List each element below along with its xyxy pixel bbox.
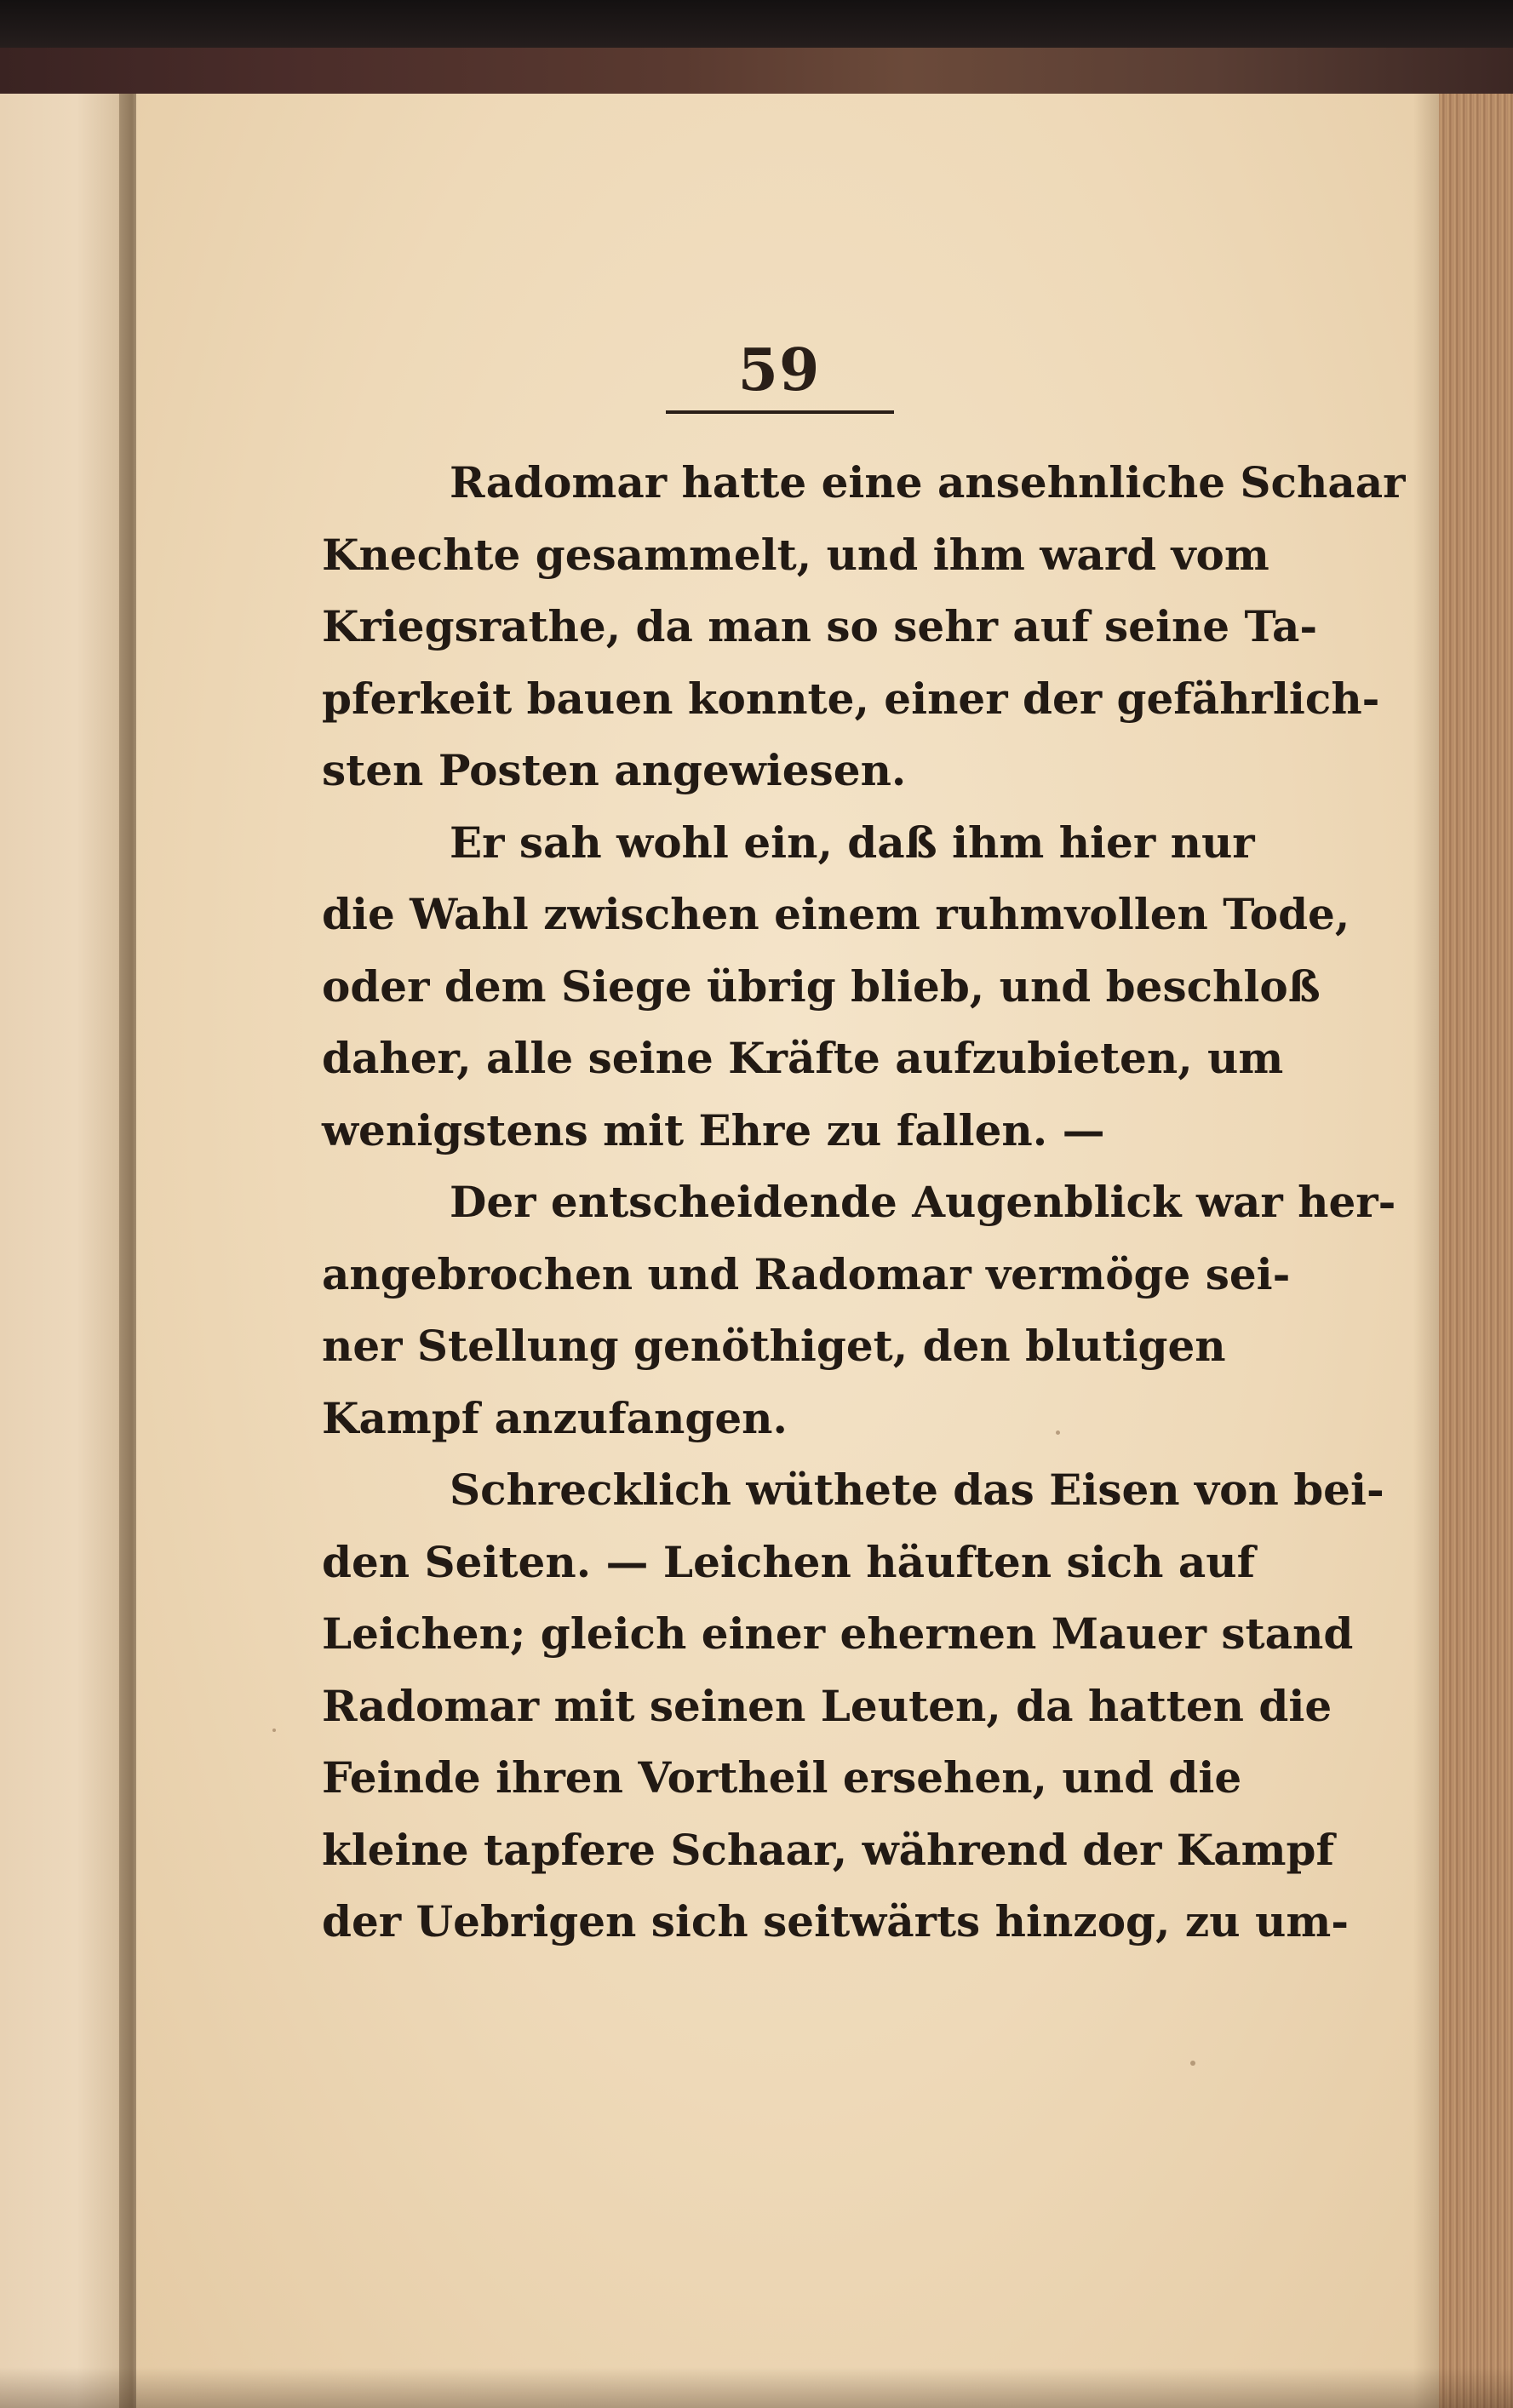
text-line: kleine tapfere Schaar, während der Kampf bbox=[322, 1824, 1334, 1875]
text-line: sten Posten angewiesen. bbox=[322, 745, 907, 795]
text-line: Radomar mit seinen Leuten, da hatten die bbox=[322, 1680, 1332, 1731]
text-line: pferkeit bauen konnte, einer der gefährlich- bbox=[322, 673, 1380, 724]
text-line: Der entscheidende Augenblick war her- bbox=[450, 1177, 1396, 1227]
book-binding bbox=[0, 48, 1513, 100]
page-number-rule bbox=[666, 410, 894, 414]
text-line: Feinde ihren Vortheil ersehen, und die bbox=[322, 1752, 1242, 1803]
bottom-shadow bbox=[0, 2367, 1513, 2408]
page-block-edges bbox=[1439, 94, 1513, 2408]
text-line: Kriegsrathe, da man so sehr auf seine Ta- bbox=[322, 601, 1318, 651]
text-line: die Wahl zwischen einem ruhmvollen Tode, bbox=[322, 889, 1350, 939]
text-line: oder dem Siege übrig blieb, und beschloß bbox=[322, 960, 1321, 1012]
text-line: Leichen; gleich einer ehernen Mauer stand bbox=[322, 1608, 1354, 1659]
text-line: Schrecklich wüthete das Eisen von bei- bbox=[450, 1465, 1384, 1515]
text-line: Knechte gesammelt, und ihm ward vom bbox=[322, 529, 1269, 580]
text-line: ner Stellung genöthiget, den blutigen bbox=[322, 1321, 1226, 1371]
text-line: Er sah wohl ein, daß ihm hier nur bbox=[450, 817, 1255, 868]
page-number: 59 bbox=[737, 336, 821, 404]
text-line: den Seiten. — Leichen häuften sich auf bbox=[322, 1536, 1256, 1587]
text-line: wenigstens mit Ehre zu fallen. — bbox=[322, 1104, 1105, 1155]
text-line: der Uebrigen sich seitwärts hinzog, zu um- bbox=[322, 1896, 1349, 1946]
text-line: angebrochen und Radomar vermöge sei- bbox=[322, 1248, 1291, 1299]
body-text bbox=[322, 447, 1406, 1958]
text-line: Radomar hatte eine ansehnliche Schaar bbox=[450, 457, 1406, 507]
paper-speck bbox=[1190, 2061, 1195, 2066]
text-line: daher, alle seine Kräfte aufzubieten, um bbox=[322, 1033, 1284, 1083]
left-page bbox=[0, 94, 128, 2408]
paper-speck bbox=[272, 1729, 276, 1732]
text-line: Kampf anzufangen. bbox=[322, 1392, 788, 1443]
